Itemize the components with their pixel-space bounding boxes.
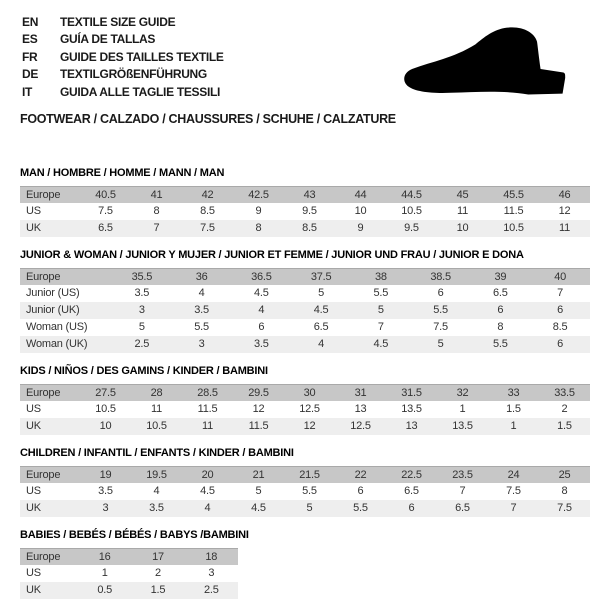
size-cell: 8 (255, 222, 262, 234)
size-cell: 5 (138, 321, 145, 333)
size-cell: 4 (204, 502, 211, 514)
size-cell: 25 (558, 468, 571, 481)
size-cell: 6 (357, 485, 364, 497)
size-cell: 7.5 (98, 205, 113, 217)
size-cell: 8 (497, 321, 504, 333)
size-cell: 5.5 (493, 338, 508, 350)
size-cell: 7 (377, 321, 384, 333)
size-cell: 31.5 (401, 386, 422, 399)
size-cell: 45 (456, 188, 469, 201)
size-cell: 4 (258, 304, 265, 316)
size-cell: 6 (258, 321, 265, 333)
size-cell: 3.5 (134, 287, 150, 299)
row-label: Europe (26, 468, 61, 481)
size-cell: 1 (101, 567, 108, 579)
size-cell: 7 (153, 222, 160, 234)
size-cell: 28.5 (197, 386, 218, 399)
size-cell: 40.5 (95, 188, 116, 201)
table-title: JUNIOR & WOMAN / JUNIOR Y MUJER / JUNIOR ET FEMME / JUNIOR UND FRAU / JUNIOR E DONA (20, 248, 524, 261)
size-cell: 45.5 (503, 188, 524, 201)
size-cell: 13.5 (452, 420, 473, 432)
table-title: CHILDREN / INFANTIL / ENFANTS / KINDER / BAMBINI (20, 446, 294, 459)
row-label: Junior (US) (26, 287, 80, 299)
size-cell: 2 (155, 567, 161, 579)
row-label: Europe (26, 270, 61, 283)
size-cell: 5 (318, 287, 325, 299)
size-cell: 11 (456, 205, 469, 217)
size-cell: 43 (303, 188, 316, 201)
size-cell: 10.5 (503, 222, 524, 234)
size-cell: 12 (558, 205, 571, 217)
table-row (20, 483, 590, 500)
size-cell: 2.5 (203, 584, 219, 596)
size-cell: 21.5 (299, 468, 320, 481)
size-cell: 4.5 (313, 304, 329, 316)
table-row (20, 384, 590, 401)
size-cell: 33.5 (554, 386, 575, 399)
size-cell: 29.5 (248, 386, 269, 399)
table-row (20, 418, 590, 435)
size-cell: 8.5 (302, 222, 317, 234)
size-cell: 11 (150, 403, 163, 415)
size-cell: 3.5 (149, 502, 164, 514)
table-row (20, 285, 590, 302)
size-cell: 4.5 (200, 485, 215, 497)
size-cell: 36 (195, 270, 208, 283)
size-cell: 11.5 (197, 403, 218, 415)
table-title: MAN / HOMBRE / HOMME / MANN / MAN (20, 166, 225, 179)
size-cell: 18 (205, 550, 218, 563)
table-row (20, 268, 590, 285)
size-cell: 22 (354, 468, 367, 481)
size-cell: 7 (510, 502, 517, 514)
size-table-section (20, 167, 600, 237)
size-table (20, 384, 590, 435)
size-cell: 41 (150, 188, 163, 201)
size-cell: 8 (561, 485, 568, 497)
table-row (20, 466, 590, 483)
row-label: UK (26, 420, 41, 432)
size-table (20, 466, 590, 517)
row-label: UK (26, 584, 41, 596)
size-cell: 8.5 (552, 321, 568, 333)
size-cell: 9.5 (404, 222, 419, 234)
tables-container (0, 167, 600, 599)
size-cell: 1 (510, 420, 517, 432)
language-code: EN (22, 14, 39, 29)
size-cell: 30 (303, 386, 316, 399)
size-cell: 21 (252, 468, 265, 481)
size-cell: 4 (153, 485, 160, 497)
size-cell: 5.5 (433, 304, 448, 316)
size-cell: 23.5 (452, 468, 473, 481)
language-code: IT (22, 84, 33, 99)
table-row (20, 220, 590, 237)
table-row (20, 319, 590, 336)
size-cell: 8.5 (200, 205, 215, 217)
size-cell: 12.5 (299, 403, 320, 415)
row-label: Europe (26, 386, 61, 399)
size-cell: 1.5 (557, 420, 572, 432)
language-label: GUIDA ALLE TAGLIE TESSILI (60, 84, 221, 99)
size-cell: 7 (557, 287, 564, 299)
size-cell: 3.5 (254, 338, 269, 350)
table-row (20, 565, 238, 582)
size-cell: 7.5 (557, 502, 572, 514)
language-code: ES (22, 32, 38, 47)
size-cell: 27.5 (95, 386, 116, 399)
table-row (20, 336, 590, 353)
size-table-section (20, 447, 600, 517)
table-row (20, 203, 590, 220)
size-cell: 13 (405, 420, 418, 432)
size-cell: 7.5 (200, 222, 215, 234)
size-cell: 13.5 (401, 403, 422, 415)
size-cell: 3 (208, 567, 215, 579)
size-cell: 28 (150, 386, 163, 399)
size-cell: 42.5 (248, 188, 269, 201)
row-label: US (26, 485, 41, 497)
size-cell: 9 (357, 222, 364, 234)
size-cell: 5.5 (353, 502, 368, 514)
size-cell: 17 (152, 550, 164, 563)
size-cell: 5 (306, 502, 313, 514)
size-cell: 3.5 (194, 304, 209, 316)
size-cell: 3 (198, 338, 205, 350)
size-table (20, 548, 238, 599)
size-cell: 3 (102, 502, 109, 514)
size-cell: 32 (456, 386, 469, 399)
language-label: TEXTILGRÖßENFÜHRUNG (60, 67, 207, 82)
size-cell: 39 (494, 270, 507, 283)
size-cell: 6.5 (493, 287, 508, 299)
size-cell: 22.5 (401, 468, 422, 481)
size-cell: 5 (377, 304, 384, 316)
size-table (20, 268, 590, 353)
size-cell: 5.5 (194, 321, 209, 333)
size-table-section (20, 365, 600, 435)
size-cell: 1.5 (150, 584, 166, 596)
row-label: Junior (UK) (26, 304, 80, 316)
table-row (20, 500, 590, 517)
size-cell: 4.5 (373, 338, 389, 350)
size-cell: 2 (561, 403, 568, 415)
size-cell: 5.5 (373, 287, 389, 299)
size-cell: 42 (201, 188, 214, 201)
size-cell: 11 (201, 420, 214, 432)
size-cell: 38.5 (430, 270, 451, 283)
size-cell: 16 (98, 550, 111, 563)
size-cell: 6 (557, 338, 564, 350)
size-cell: 10 (456, 222, 469, 234)
size-cell: 33 (507, 386, 520, 399)
size-cell: 6 (557, 304, 564, 316)
table-row (20, 582, 238, 599)
size-cell: 11.5 (503, 205, 524, 217)
table-title: KIDS / NIÑOS / DES GAMINS / KINDER / BAMBINI (20, 364, 268, 377)
size-cell: 6 (408, 502, 415, 514)
size-cell: 11 (558, 222, 571, 234)
size-cell: 12 (252, 403, 265, 415)
language-code: DE (22, 67, 39, 82)
row-label: US (26, 205, 41, 217)
size-cell: 31 (354, 386, 367, 399)
row-label: US (26, 403, 41, 415)
size-cell: 13 (354, 403, 367, 415)
size-cell: 40 (554, 270, 567, 283)
size-cell: 5 (255, 485, 262, 497)
size-cell: 19.5 (146, 468, 167, 481)
shoe-icon (388, 18, 584, 106)
size-cell: 7 (459, 485, 466, 497)
size-cell: 6.5 (404, 485, 419, 497)
size-cell: 20 (201, 468, 214, 481)
size-cell: 3.5 (98, 485, 113, 497)
size-cell: 5.5 (302, 485, 317, 497)
row-label: UK (26, 222, 41, 234)
size-cell: 9.5 (302, 205, 317, 217)
size-cell: 7.5 (433, 321, 448, 333)
size-cell: 44 (354, 188, 367, 201)
size-cell: 4 (198, 287, 205, 299)
size-table-section (20, 249, 600, 353)
language-label: GUIDE DES TAILLES TEXTILE (60, 49, 224, 64)
row-label: US (26, 567, 41, 579)
size-cell: 3 (138, 304, 145, 316)
size-cell: 11.5 (248, 420, 269, 432)
size-cell: 8 (153, 205, 160, 217)
size-table (20, 186, 590, 237)
row-label: Europe (26, 188, 61, 201)
row-label: UK (26, 502, 41, 514)
size-cell: 10 (99, 420, 112, 432)
size-cell: 24 (507, 468, 520, 481)
table-row (20, 302, 590, 319)
table-row (20, 401, 590, 418)
language-code: FR (22, 49, 38, 64)
size-cell: 19 (99, 468, 112, 481)
size-cell: 36.5 (251, 270, 272, 283)
size-cell: 1.5 (506, 403, 521, 415)
size-cell: 12 (303, 420, 316, 432)
size-table-section (20, 529, 600, 599)
language-label: GUÍA DE TALLAS (60, 32, 156, 47)
row-label: Europe (26, 550, 61, 563)
size-cell: 10.5 (95, 403, 116, 415)
size-cell: 4.5 (254, 287, 269, 299)
size-cell: 1 (459, 403, 466, 415)
table-title: BABIES / BEBÉS / BÉBÉS / BABYS /BAMBINI (20, 528, 249, 541)
size-cell: 44.5 (401, 188, 422, 201)
language-label: TEXTILE SIZE GUIDE (60, 14, 176, 29)
table-row (20, 548, 238, 565)
row-label: Woman (US) (26, 321, 88, 333)
size-cell: 6.5 (313, 321, 329, 333)
size-cell: 0.5 (97, 584, 113, 596)
size-cell: 10.5 (401, 205, 422, 217)
size-cell: 2.5 (134, 338, 150, 350)
table-row (20, 186, 590, 203)
size-cell: 46 (558, 188, 571, 201)
size-cell: 4.5 (251, 502, 266, 514)
footwear-section-title: FOOTWEAR / CALZADO / CHAUSSURES / SCHUHE / CALZATURE (20, 111, 396, 126)
size-cell: 10 (354, 205, 367, 217)
size-cell: 10.5 (146, 420, 167, 432)
size-cell: 5 (437, 338, 444, 350)
size-cell: 37.5 (310, 270, 332, 283)
size-cell: 12.5 (350, 420, 371, 432)
size-cell: 38 (374, 270, 387, 283)
size-cell: 6.5 (455, 502, 470, 514)
size-cell: 35.5 (131, 270, 153, 283)
size-cell: 7.5 (506, 485, 521, 497)
size-cell: 6.5 (98, 222, 113, 234)
row-label: Woman (UK) (26, 338, 88, 350)
size-cell: 9 (255, 205, 262, 217)
size-cell: 6 (437, 287, 444, 299)
size-cell: 6 (497, 304, 504, 316)
size-cell: 4 (318, 338, 325, 350)
